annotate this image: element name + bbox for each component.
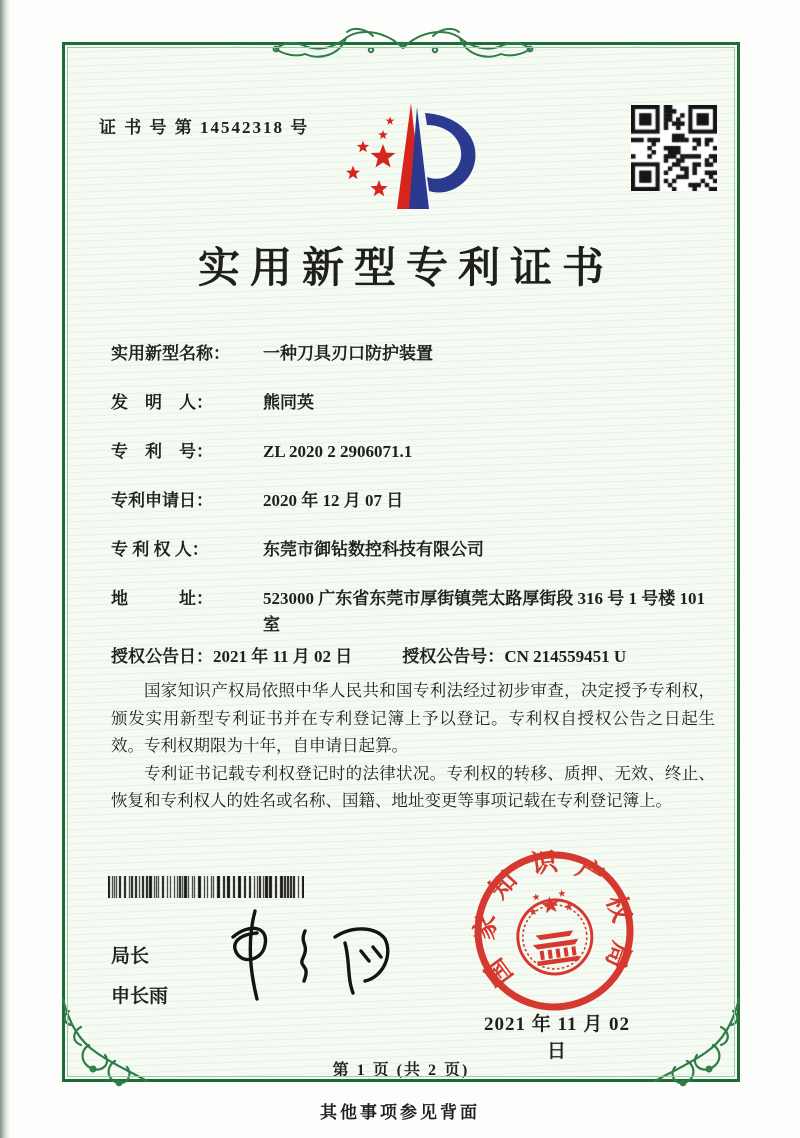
commissioner-name: 申长雨 (111, 986, 169, 1007)
grant-number-value: CN 214559451 U (504, 647, 627, 666)
field-label: 地 址： (111, 589, 213, 608)
field-value: 一种刀具刃口防护装置 (263, 344, 433, 363)
certificate-number: 证 书 号 第 14542318 号 (99, 118, 310, 137)
top-border-ornament-icon (253, 24, 553, 68)
cnipa-logo-icon (333, 99, 485, 215)
field-label: 实用新型名称： (111, 344, 230, 363)
field-value: 东莞市御钻数控科技有限公司 (263, 540, 484, 559)
signatory-block (111, 937, 168, 1017)
field-label: 发 明 人： (111, 393, 213, 412)
certificate-page (62, 42, 740, 1082)
field-row-inventor (111, 390, 711, 416)
field-row-invention-name (111, 341, 711, 367)
field-value: ZL 2020 2 2906071.1 (263, 442, 413, 461)
field-value: 2020 年 12 月 07 日 (263, 491, 404, 510)
field-row-filing-date (111, 488, 711, 514)
field-row-grant (111, 644, 711, 670)
grant-date-label: 授权公告日： (111, 647, 213, 666)
photo-edge-shadow (0, 0, 10, 1138)
certificate-title: 实用新型专利证书 (197, 246, 614, 292)
cnipa-official-seal (458, 834, 650, 1028)
field-value: 523000 广东省东莞市厚街镇莞太路厚街段 316 号 1 号楼 101 室 (263, 589, 705, 634)
qr-code (631, 105, 717, 191)
field-list (111, 341, 711, 670)
barcode (108, 876, 304, 898)
field-value: 熊同英 (263, 393, 314, 412)
seal-date: 2021 年 11 月 02 日 (484, 1014, 630, 1062)
commissioner-signature (213, 901, 413, 1013)
field-row-patent-number (111, 439, 711, 465)
field-row-patentee (111, 537, 711, 563)
commissioner-title: 局长 (111, 946, 150, 967)
grant-date-value: 2021 年 11 月 02 日 (213, 647, 353, 666)
legal-paragraph-2: 专利证书记载专利权登记时的法律状况。专利权的转移、质押、无效、终止、恢复和专利权人的姓名或名称、国籍、地址变更等事项记载在专利登记簿上。 (111, 763, 715, 810)
field-label: 专 利 号： (111, 442, 213, 461)
grant-number-label: 授权公告号： (402, 647, 505, 666)
seal-text: 国家知识产权局 (470, 846, 637, 992)
legal-paragraph-1: 国家知识产权局依照中华人民共和国专利法经过初步审查，决定授予专利权，颁发实用新型专利证书并在专利登记簿上予以登记。专利权自授权公告之日起生效。专利权期限为十年，自申请日起算。 (111, 681, 715, 755)
page-number: 第 1 页 (共 2 页) (332, 1062, 470, 1079)
field-label: 专利申请日： (111, 491, 213, 510)
see-back-note: 其他事项参见背面 (320, 1103, 480, 1122)
legal-text (111, 677, 715, 815)
field-label: 专 利 权 人： (111, 540, 209, 559)
field-row-address (111, 586, 711, 638)
